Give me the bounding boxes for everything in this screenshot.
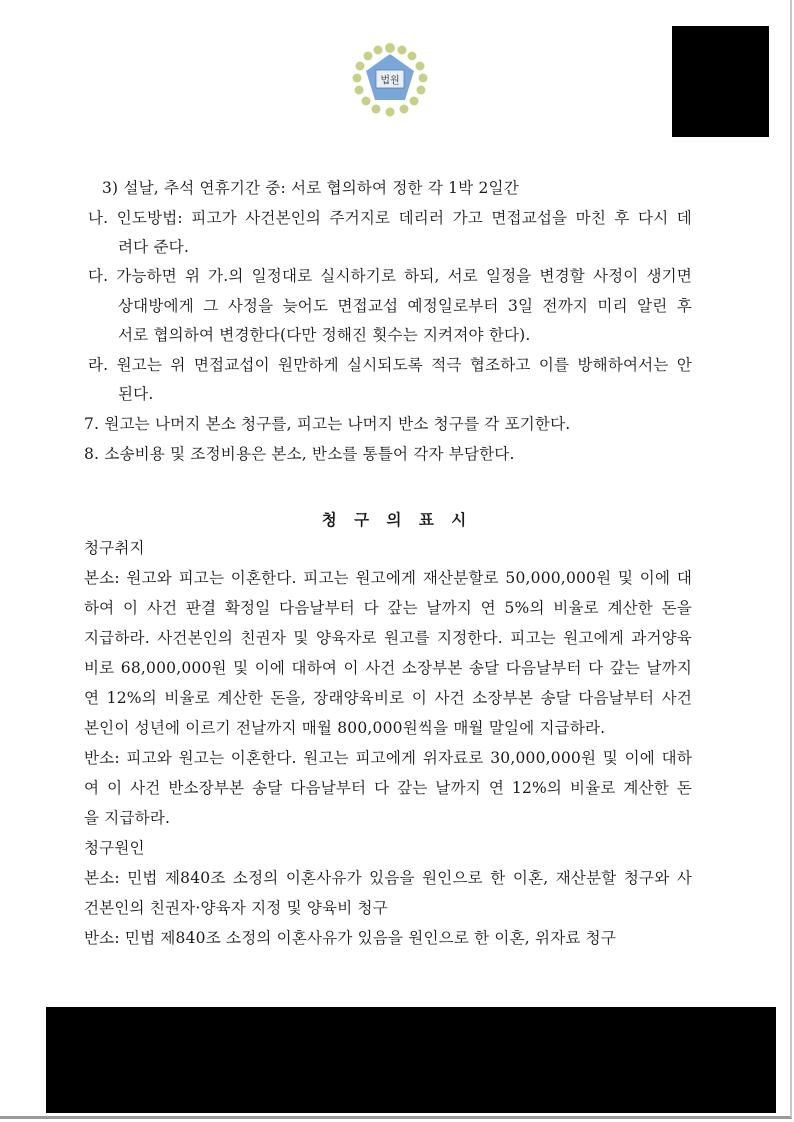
item-da-line3: 서로 협의하여 변경한다(다만 정해진 횟수는 지켜져야 한다).: [118, 326, 531, 344]
section-title: 청 구 의 표 시: [321, 510, 473, 529]
item-na-line1: 나. 인도방법: 피고가 사건본인의 주거지로 데리러 가고 면접교섭을 마친 후 다시 데: [88, 209, 692, 227]
item-8: 8. 소송비용 및 조정비용은 본소, 반소를 통틀어 각자 부담한다.: [84, 445, 515, 463]
item-da-line2: 상대방에게 그 사정을 늦어도 면접교섭 예정일로부터 3일 전까지 미리 알린 후: [118, 297, 692, 315]
main-claim-line4: 비로 68,000,000원 및 이에 대하여 이 사건 소장부본 송달 다음날부터 다 갚는 날까지: [84, 659, 692, 677]
cause-counter-line1: 반소: 민법 제840조 소정의 이혼사유가 있음을 원인으로 한 이혼, 위자료 청구: [84, 929, 617, 947]
main-claim-line3: 지급하라. 사건본인의 친권자 및 양육자로 원고를 지정한다. 피고는 원고에게 과거양육: [84, 629, 692, 647]
main-claim-line2: 하여 이 사건 판결 확정일 다음날부터 다 갚는 날까지 연 5%의 비율로 계산한 돈을: [84, 599, 692, 617]
item-7: 7. 원고는 나머지 본소 청구를, 피고는 나머지 반소 청구를 각 포기한다.: [84, 415, 571, 433]
redaction-box-bottom: [46, 1007, 776, 1113]
counter-claim-line2: 여 이 사건 반소장부본 송달 다음날부터 다 갚는 날까지 연 12%의 비율로 계산한 돈: [84, 779, 692, 797]
main-claim-line1: 본소: 원고와 피고는 이혼한다. 피고는 원고에게 재산분할로 50,000,000원 및 이에 대: [84, 569, 692, 587]
item-da-line1: 다. 가능하면 위 가.의 일정대로 실시하기로 하되, 서로 일정을 변경할 사정이 생기면: [88, 267, 692, 285]
court-emblem-icon: [350, 40, 430, 120]
counter-claim-line1: 반소: 피고와 원고는 이혼한다. 원고는 피고에게 위자료로 30,000,000원 및 이에 대하: [84, 749, 692, 767]
item-na-line2: 려다 준다.: [118, 238, 189, 256]
item-ra-line1: 라. 원고는 위 면접교섭이 원만하게 실시되도록 적극 협조하고 이를 방해하여서는 안: [88, 356, 692, 374]
main-claim-line6: 본인이 성년에 이르기 전날까지 매월 800,000원씩을 매월 말일에 지급하라.: [84, 719, 606, 737]
cause-heading: 청구원인: [84, 839, 145, 857]
cause-main-line1: 본소: 민법 제840조 소정의 이혼사유가 있음을 원인으로 한 이혼, 재산분할 청구와 사: [84, 869, 692, 887]
counter-claim-line3: 을 지급하라.: [84, 809, 171, 827]
item-3: 3) 설날, 추석 연휴기간 중: 서로 협의하여 정한 각 1박 2일간: [102, 179, 519, 197]
item-ra-line2: 된다.: [118, 385, 154, 403]
svg-text:법원: 법원: [380, 75, 400, 87]
main-claim-line5: 연 12%의 비율로 계산한 돈을, 장래양육비로 이 사건 소장부본 송달 다음날부터 사건: [84, 689, 692, 707]
cause-main-line2: 건본인의 친권자·양육자 지정 및 양육비 청구: [84, 899, 388, 917]
redaction-box-top: [672, 26, 769, 137]
purpose-heading: 청구취지: [84, 539, 145, 557]
